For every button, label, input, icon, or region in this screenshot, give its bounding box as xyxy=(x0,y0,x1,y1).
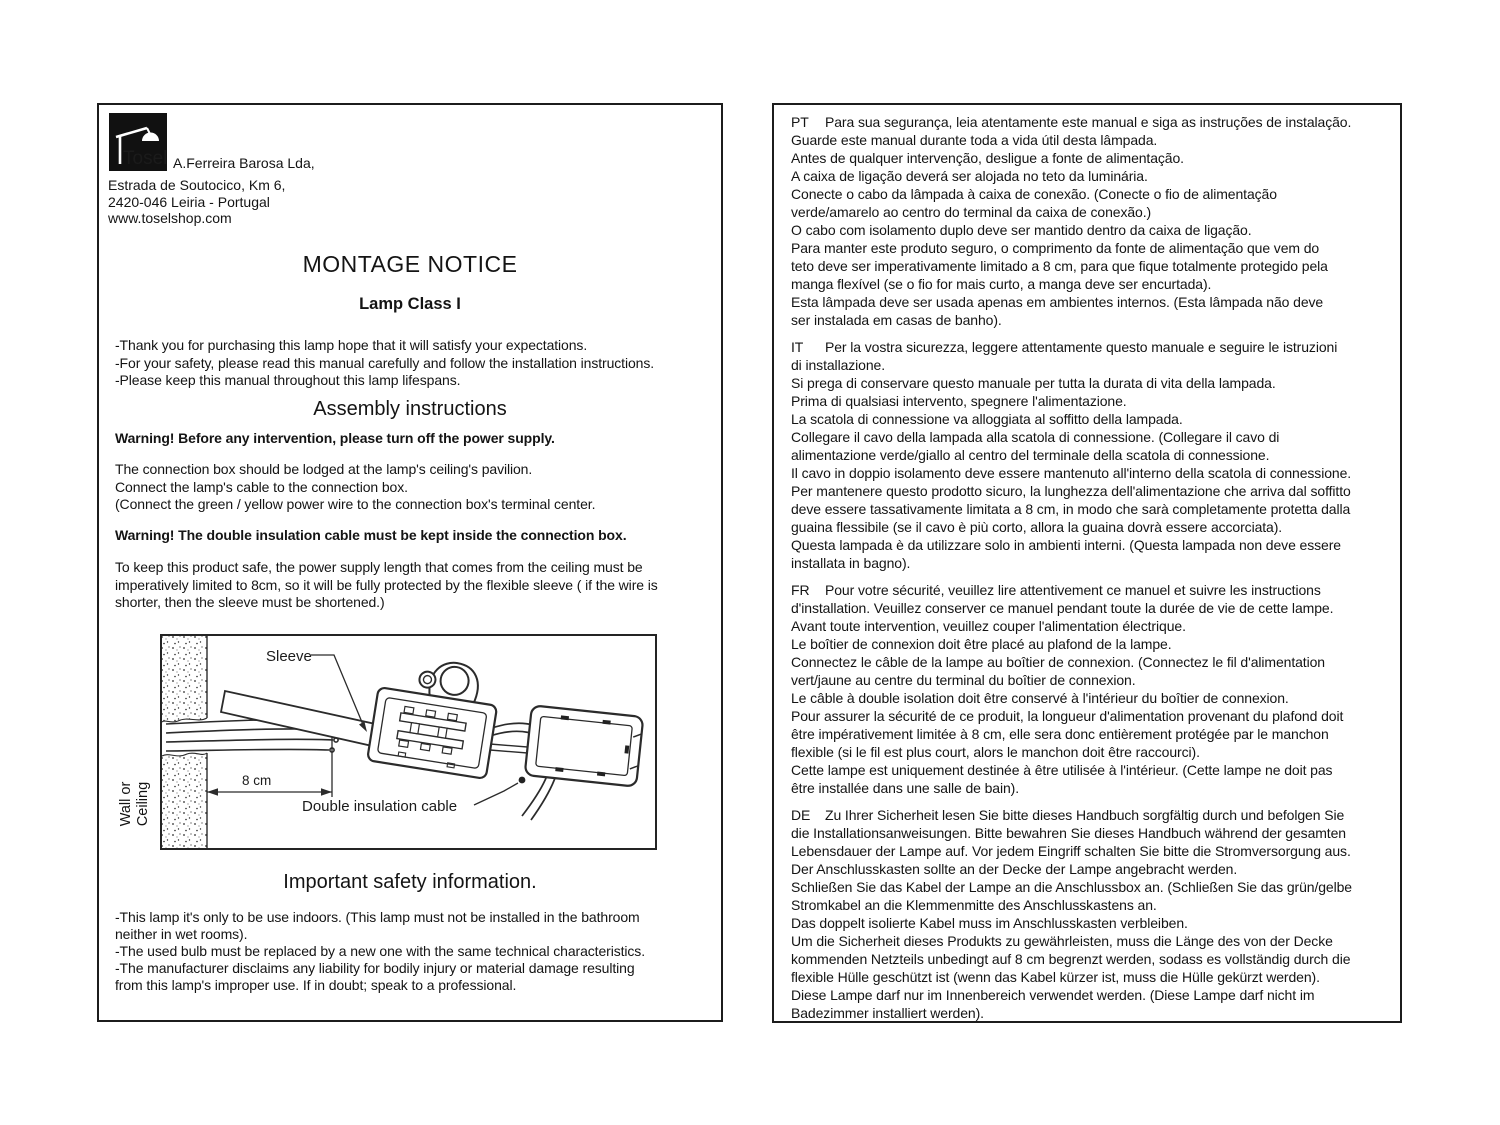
warning-insulation-cable: Warning! The double insulation cable must be kept inside the connection box. xyxy=(115,527,627,543)
company-name: A.Ferreira Barosa Lda, xyxy=(173,155,315,171)
fr-first-line: Pour votre sécurité, veuillez lire attentivement ce manuel et suivre les instructions xyxy=(825,582,1321,598)
pt-first-line: Para sua segurança, leia atentamente este manual e siga as instruções de instalação. xyxy=(825,114,1352,130)
warning-power-supply: Warning! Before any intervention, please turn off the power supply. xyxy=(115,430,555,446)
intro-paragraph: -Thank you for purchasing this lamp hope that it will satisfy your expectations. -For your safety, please read this manual carefully and follow the installation instructions. -Please keep this manual throughout this lamp lifespans. xyxy=(115,337,655,388)
box-cover xyxy=(525,705,644,786)
safety-paragraph: -This lamp it's only to be use indoors. (This lamp must not be installed in the bathroom neither in wet rooms). -The used bulb must be replaced by a new one with the same technical characteristics. -The manufacturer disclaims any liability for bodily injury or material damage resulting from this lamp's improper use. If in doubt; speak to a professional. xyxy=(115,909,646,993)
page-title: MONTAGE NOTICE xyxy=(302,251,518,277)
cable-label: Double insulation cable xyxy=(302,798,458,815)
de-first-line: Zu Ihrer Sicherheit lesen Sie bitte dieses Handbuch sorgfältig durch und befolgen Sie xyxy=(825,807,1345,823)
right-panel-translations xyxy=(772,103,1402,1023)
lang-code-de: DE xyxy=(791,807,811,823)
it-first-line: Per la vostra sicurezza, leggere attentamente questo manuale e seguire le istruzioni xyxy=(825,339,1338,355)
it-lines: di installazione. Si prega di conservare questo manuale per tutta la durata di vita della lampada. Prima di qualsiasi intervento, spegnere l'alimentazione. La scatola di connessione va alloggiata al soffitto della lampada. Collegare il cavo della lampada alla scatola di connessione. (Collegare il cavo di alimentazione verde/giallo al centro del terminale della scatola di connessione. Il cavo in doppio isolamento deve essere mantenuto all'interno della scatola di connessione. Per mantenere questo prodotto sicuro, la lunghezza dell'alimentazione che arriva dal soffitto deve essere tassativamente limitata a 8 cm, in modo che sarà completamente protetta dalla guaina flessibile (se il cavo è più corto, allora la guaina dovrà essere accorciata). Questa lampada è da utilizzare solo in ambienti interni. (Questa lampada non deve essere installata in bagno). xyxy=(791,357,1352,571)
safety-information-title: Important safety information. xyxy=(283,871,537,893)
tosel-logo xyxy=(109,113,167,171)
lang-section-fr xyxy=(791,581,1392,797)
lang-section-pt xyxy=(791,113,1392,329)
lamp-logo-icon xyxy=(109,113,167,171)
left-panel-english xyxy=(97,103,723,1022)
pt-lines: Guarde este manual durante toda a vida útil desta lâmpada. Antes de qualquer intervenção, desligue a fonte de alimentação. A caixa de ligação deverá ser alojada no teto da luminária. Conecte o cabo da lâmpada à caixa de conexão. (Conecte o fio de alimentação verde/amarelo ao centro do terminal da caixa de conexão.) O cabo com isolamento duplo deve ser mantido dentro da caixa de ligação. Para manter este produto seguro, o comprimento da fonte de alimentação que vem do teto deve ser imperativamente limitado a 8 cm, para que fique totalmente protegido pela manga flexível (se o fio for mais curto, a manga deve ser encurtada). Esta lâmpada deve ser usada apenas em ambientes internos. (Esta lâmpada não deve ser instalada em casas de banho). xyxy=(791,132,1328,328)
lang-section-it xyxy=(791,338,1392,572)
length-note-paragraph: To keep this product safe, the power supply length that comes from the ceiling must be imperatively limited to 8cm, so it will be fully protected by the flexible sleeve ( if the wire is shorter, then the sleeve must be shortened.) xyxy=(115,559,658,610)
dimension-label: 8 cm xyxy=(242,773,272,788)
installation-diagram xyxy=(160,634,657,850)
assembly-instructions-title: Assembly instructions xyxy=(313,398,507,420)
lang-code-fr: FR xyxy=(791,582,810,598)
lang-code-it: IT xyxy=(791,339,804,355)
connection-box-paragraph: The connection box should be lodged at the lamp's ceiling's pavilion. Connect the lamp's cable to the connection box. (Connect the green / yellow power wire to the connection box's terminal center. xyxy=(115,461,596,512)
sleeve-label: Sleeve xyxy=(266,648,312,665)
translations-wrap xyxy=(791,113,1392,1023)
fr-lines: d'installation. Veuillez conserver ce manuel pendant toute la durée de vie de cette lampe. Avant toute intervention, veuillez couper l'alimentation électrique. Le boîtier de connexion doit être placé au plafond de la lampe. Connectez le câble de la lampe au boîtier de connexion. (Connectez le fil d'alimentation vert/jaune au centre du terminal du boîtier de connexion. Le câble à double isolation doit être conservé à l'intérieur du boîtier de connexion. Pour assurer la sécurité de ce produit, la longueur d'alimentation provenant du plafond doit être impérativement limitée à 8 cm, elle sera donc entièrement protégée par le manchon flexible (si le fil est plus court, alors le manchon doit être raccourci). Cette lampe est uniquement destinée à être utilisée à l'intérieur. (Cette lampe ne doit pas être installée dans une salle de bain). xyxy=(791,600,1344,796)
lamp-class-subtitle: Lamp Class I xyxy=(359,295,461,313)
lang-code-pt: PT xyxy=(791,114,809,130)
wall-ceiling-label: Wall or Ceiling xyxy=(118,781,151,827)
logo-brand-text: Tosel xyxy=(123,148,167,169)
lang-section-de xyxy=(791,806,1392,1022)
company-address: Estrada de Soutocico, Km 6, 2420-046 Leiria - Portugal www.toselshop.com xyxy=(108,177,286,226)
de-lines: die Installationsanweisungen. Bitte bewahren Sie dieses Handbuch während der gesamten Lebensdauer der Lampe auf. Vor jedem Eingriff schalten Sie bitte die Stromversorgung aus. Der Anschlusskasten sollte an der Decke der Lampe angebracht werden. Schließen Sie das Kabel der Lampe an die Anschlussbox an. (Schließen Sie das grün/gelbe Stromkabel an die Klemmenmitte des Anschlusskastens an. Das doppelt isolierte Kabel muss im Anschlusskasten verbleiben. Um die Sicherheit dieses Produkts zu gewährleisten, muss die Länge des von der Decke kommenden Netzteils unbedingt auf 8 cm begrenzt werden, sodass es vollständig durch die flexible Hülle geschützt ist (wenn das Kabel kürzer ist, muss die Hülle gekürzt werden). Diese Lampe darf nur im Innenbereich verwendet werden. (Diese Lampe darf nicht im Badezimmer installiert werden). xyxy=(791,825,1352,1021)
